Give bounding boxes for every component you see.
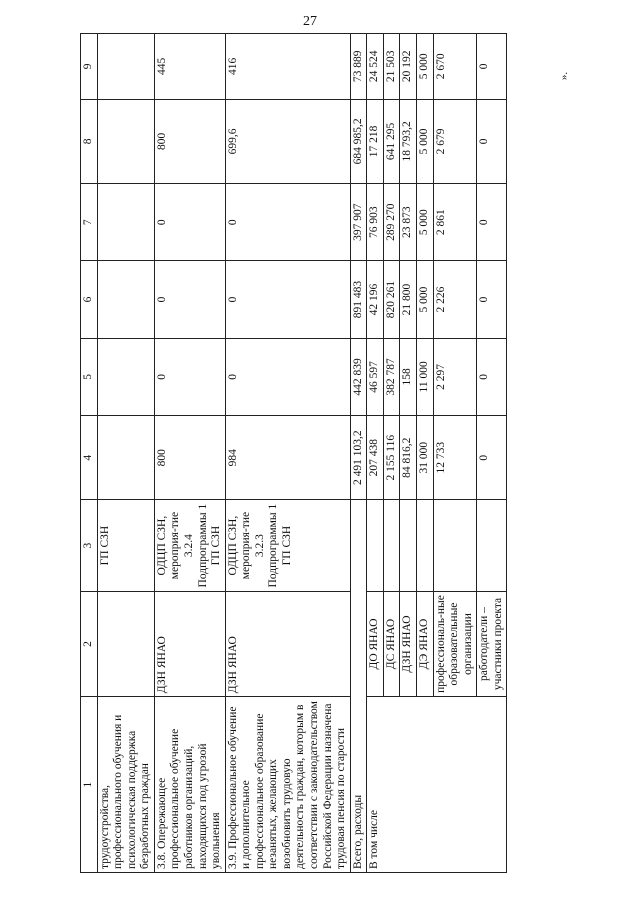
incl-value-9: 24 524 xyxy=(367,34,384,100)
incl-empty xyxy=(383,500,400,591)
total-value-7: 397 907 xyxy=(350,184,367,261)
incl-value-9: 5 000 xyxy=(416,34,433,100)
row-value-5 xyxy=(97,338,154,415)
row-value-7 xyxy=(97,184,154,261)
incl-value-6: 2 226 xyxy=(433,261,477,338)
total-value-6: 891 483 xyxy=(350,261,367,338)
row-value-4: 984 xyxy=(225,416,350,500)
incl-executor: ДО ЯНАО xyxy=(367,591,384,696)
header-col-4: 4 xyxy=(81,416,98,500)
incl-value-4: 12 733 xyxy=(433,416,477,500)
incl-value-6: 0 xyxy=(477,261,507,338)
row-value-6: 0 xyxy=(225,261,350,338)
row-value-5: 0 xyxy=(225,338,350,415)
row-value-8: 699,6 xyxy=(225,99,350,183)
row-value-8 xyxy=(97,99,154,183)
header-row xyxy=(81,34,98,873)
incl-value-5: 11 000 xyxy=(416,338,433,415)
incl-empty xyxy=(367,500,384,591)
incl-value-4: 0 xyxy=(477,416,507,500)
incl-value-8: 0 xyxy=(477,99,507,183)
row-program: ГП СЗН xyxy=(97,500,154,591)
rotated-table-container xyxy=(80,33,580,873)
budget-table xyxy=(80,33,507,873)
total-row xyxy=(350,34,367,873)
incl-empty xyxy=(477,500,507,591)
incl-value-6: 5 000 xyxy=(416,261,433,338)
header-col-2: 2 xyxy=(81,591,98,696)
incl-empty xyxy=(400,500,417,591)
table-row xyxy=(225,34,350,873)
header-col-5: 5 xyxy=(81,338,98,415)
row-value-4: 800 xyxy=(154,416,225,500)
header-col-6: 6 xyxy=(81,261,98,338)
incl-value-8: 17 218 xyxy=(367,99,384,183)
row-value-8: 800 xyxy=(154,99,225,183)
closing-mark: ». xyxy=(558,71,571,81)
row-measure-name: 3.9. Профессиональное обучение и дополнительное профессиональное образование незанятых, желающих возобновить трудовую деятельность граждан, которым в соответствии с законодательством Российской Федерации назначена трудовая пенсия по старости xyxy=(225,697,350,873)
incl-value-9: 20 192 xyxy=(400,34,417,100)
incl-executor: работодатели – участники проекта xyxy=(477,591,507,696)
incl-value-8: 18 793,2 xyxy=(400,99,417,183)
incl-value-8: 2 679 xyxy=(433,99,477,183)
row-value-7: 0 xyxy=(225,184,350,261)
incl-value-5: 2 297 xyxy=(433,338,477,415)
row-measure-name: трудоустройства, профессионального обучения и психологическая поддержка безработных граждан xyxy=(97,697,154,873)
incl-value-6: 42 196 xyxy=(367,261,384,338)
row-value-5: 0 xyxy=(154,338,225,415)
page-number: 27 xyxy=(303,14,317,29)
row-value-9: 445 xyxy=(154,34,225,100)
incl-value-5: 158 xyxy=(400,338,417,415)
rotated-table xyxy=(80,33,580,873)
incl-value-9: 21 503 xyxy=(383,34,400,100)
row-program: ОДЦП СЗН, мероприя-тие 3.2.3 Подпрограммы 1 ГП СЗН xyxy=(225,500,350,591)
row-value-9 xyxy=(97,34,154,100)
incl-executor: ДЗН ЯНАО xyxy=(400,591,417,696)
incl-executor: ДС ЯНАО xyxy=(383,591,400,696)
incl-value-6: 21 800 xyxy=(400,261,417,338)
incl-value-6: 820 261 xyxy=(383,261,400,338)
row-value-7: 0 xyxy=(154,184,225,261)
row-program: ОДЦП СЗН, мероприя-тие 3.2.4 Подпрограммы 1 ГП СЗН xyxy=(154,500,225,591)
incl-value-4: 207 438 xyxy=(367,416,384,500)
incl-label: В том числе xyxy=(367,697,507,873)
incl-value-7: 0 xyxy=(477,184,507,261)
incl-value-7: 23 873 xyxy=(400,184,417,261)
total-label: Всего, расходы xyxy=(350,500,367,873)
row-value-6: 0 xyxy=(154,261,225,338)
row-value-9: 416 xyxy=(225,34,350,100)
incl-value-8: 641 295 xyxy=(383,99,400,183)
row-executor xyxy=(97,591,154,696)
incl-value-5: 0 xyxy=(477,338,507,415)
row-executor: ДЗН ЯНАО xyxy=(154,591,225,696)
row-executor: ДЗН ЯНАО xyxy=(225,591,350,696)
header-col-3: 3 xyxy=(81,500,98,591)
header-col-8: 8 xyxy=(81,99,98,183)
incl-value-7: 76 903 xyxy=(367,184,384,261)
incl-value-7: 289 270 xyxy=(383,184,400,261)
row-measure-name: 3.8. Опережающее профессиональное обучение работников организаций, находящихся под угрозой увольнения xyxy=(154,697,225,873)
incl-value-5: 382 787 xyxy=(383,338,400,415)
header-col-9: 9 xyxy=(81,34,98,100)
incl-value-7: 5 000 xyxy=(416,184,433,261)
incl-value-5: 46 597 xyxy=(367,338,384,415)
incl-value-4: 84 816,2 xyxy=(400,416,417,500)
total-value-8: 684 985,2 xyxy=(350,99,367,183)
row-value-4 xyxy=(97,416,154,500)
incl-executor: ДЭ ЯНАО xyxy=(416,591,433,696)
total-value-5: 442 839 xyxy=(350,338,367,415)
row-value-6 xyxy=(97,261,154,338)
incl-value-9: 0 xyxy=(477,34,507,100)
incl-value-9: 2 670 xyxy=(433,34,477,100)
incl-value-7: 2 861 xyxy=(433,184,477,261)
table-row xyxy=(154,34,225,873)
table-row xyxy=(97,34,154,873)
header-col-1: 1 xyxy=(81,697,98,873)
incl-empty xyxy=(416,500,433,591)
incl-empty xyxy=(433,500,477,591)
incl-executor: профессиональ-ные образовательные организации xyxy=(433,591,477,696)
incl-value-4: 31 000 xyxy=(416,416,433,500)
incl-row xyxy=(367,34,384,873)
incl-value-4: 2 155 116 xyxy=(383,416,400,500)
incl-value-8: 5 000 xyxy=(416,99,433,183)
total-value-9: 73 889 xyxy=(350,34,367,100)
header-col-7: 7 xyxy=(81,184,98,261)
total-value-4: 2 491 103,2 xyxy=(350,416,367,500)
